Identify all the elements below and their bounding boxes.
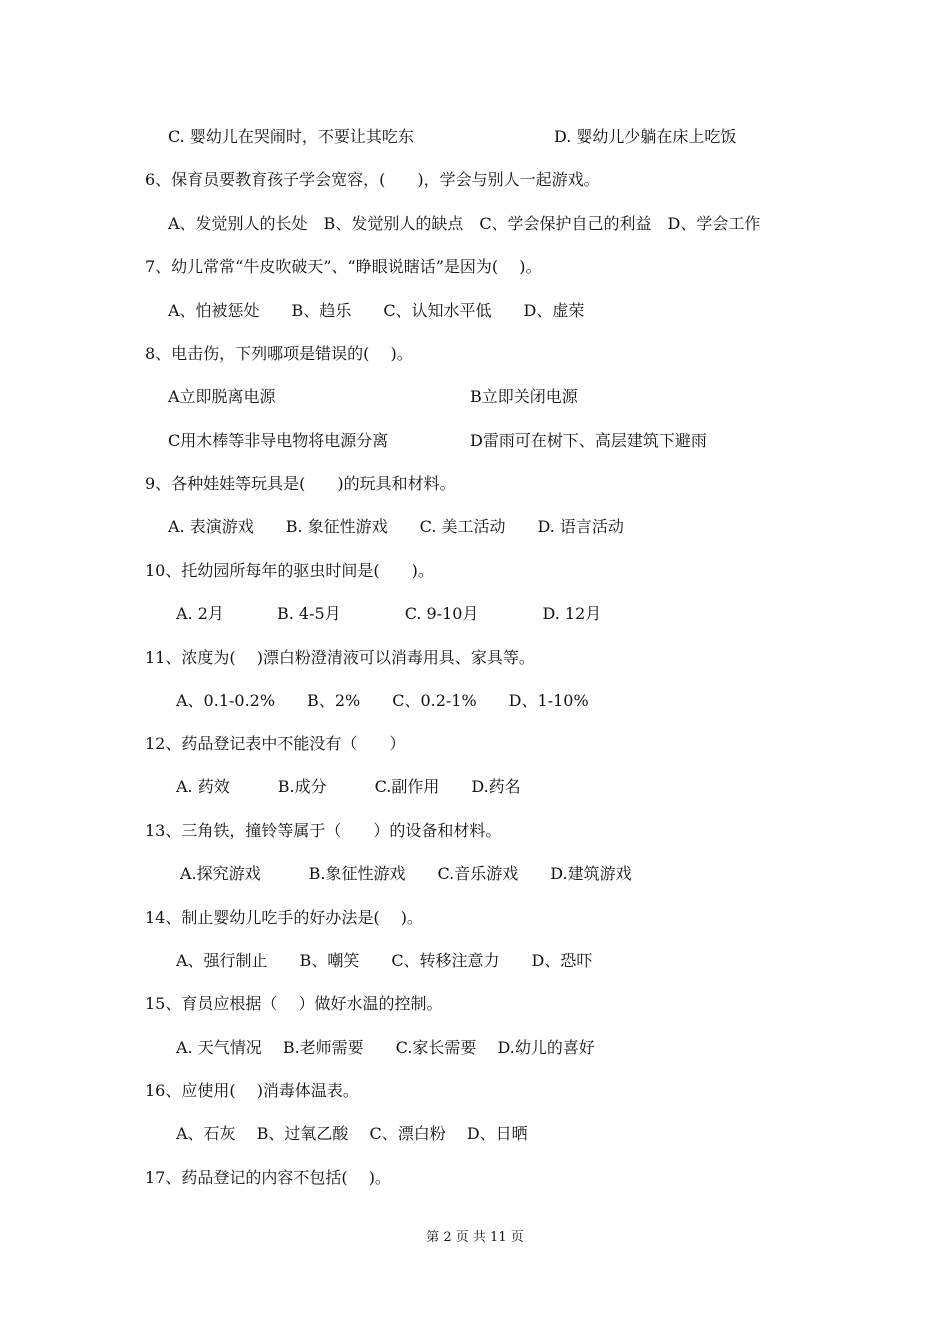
page-footer: 第 2 页 共 11 页: [426, 1230, 524, 1245]
q8-option-b: B立即关闭电源: [470, 387, 578, 406]
q11-options: A、0.1-0.2% B、2% C、0.2-1% D、1-10%: [176, 691, 589, 710]
q6-question: 6、保育员要教育孩子学会宽容，( )，学会与别人一起游戏。: [145, 170, 600, 189]
q16-question: 16、应使用( )消毒体温表。: [145, 1081, 359, 1100]
q10-options: A. 2月 B. 4-5月 C. 9-10月 D. 12月: [176, 604, 602, 623]
q6-options: A、发觉别人的长处 B、发觉别人的缺点 C、学会保护自己的利益 D、学会工作: [168, 214, 761, 233]
q7-options: A、怕被惩处 B、趋乐 C、认知水平低 D、虚荣: [168, 301, 585, 320]
q15-options: A. 天气情况 B.老师需要 C.家长需要 D.幼儿的喜好: [176, 1038, 595, 1057]
q12-question: 12、药品登记表中不能没有（ ）: [145, 734, 406, 753]
q11-question: 11、浓度为( )漂白粉澄清液可以消毒用具、家具等。: [145, 648, 535, 667]
q5-option-c: C. 婴幼儿在哭闹时，不要让其吃东: [168, 127, 414, 146]
q10-question: 10、托幼园所每年的驱虫时间是( )。: [145, 561, 434, 580]
q17-question: 17、药品登记的内容不包括( )。: [145, 1168, 391, 1187]
q16-options: A、石灰 B、过氧乙酸 C、漂白粉 D、日晒: [176, 1124, 528, 1143]
q13-question: 13、三角铁，撞铃等属于（ ）的设备和材料。: [145, 821, 502, 840]
q7-question: 7、幼儿常常“牛皮吹破天”、“睁眼说瞎话”是因为( )。: [145, 257, 542, 276]
q12-options: A. 药效 B.成分 C.副作用 D.药名: [176, 777, 521, 796]
q8-question: 8、电击伤，下列哪项是错误的( )。: [145, 344, 413, 363]
q15-question: 15、育员应根据（ ）做好水温的控制。: [145, 994, 443, 1013]
q8-option-d: D雷雨可在树下、高层建筑下避雨: [470, 431, 707, 450]
q13-options: A.探究游戏 B.象征性游戏 C.音乐游戏 D.建筑游戏: [180, 864, 632, 883]
q14-options: A、强行制止 B、嘲笑 C、转移注意力 D、恐吓: [176, 951, 593, 970]
q9-options: A. 表演游戏 B. 象征性游戏 C. 美工活动 D. 语言活动: [168, 517, 624, 536]
q9-question: 9、各种娃娃等玩具是( )的玩具和材料。: [145, 474, 456, 493]
q5-option-d: D. 婴幼儿少躺在床上吃饭: [554, 127, 737, 146]
q8-option-c: C用木棒等非导电物将电源分离: [168, 431, 389, 450]
q14-question: 14、制止婴幼儿吃手的好办法是( )。: [145, 908, 423, 927]
q8-option-a: A立即脱离电源: [168, 387, 276, 406]
